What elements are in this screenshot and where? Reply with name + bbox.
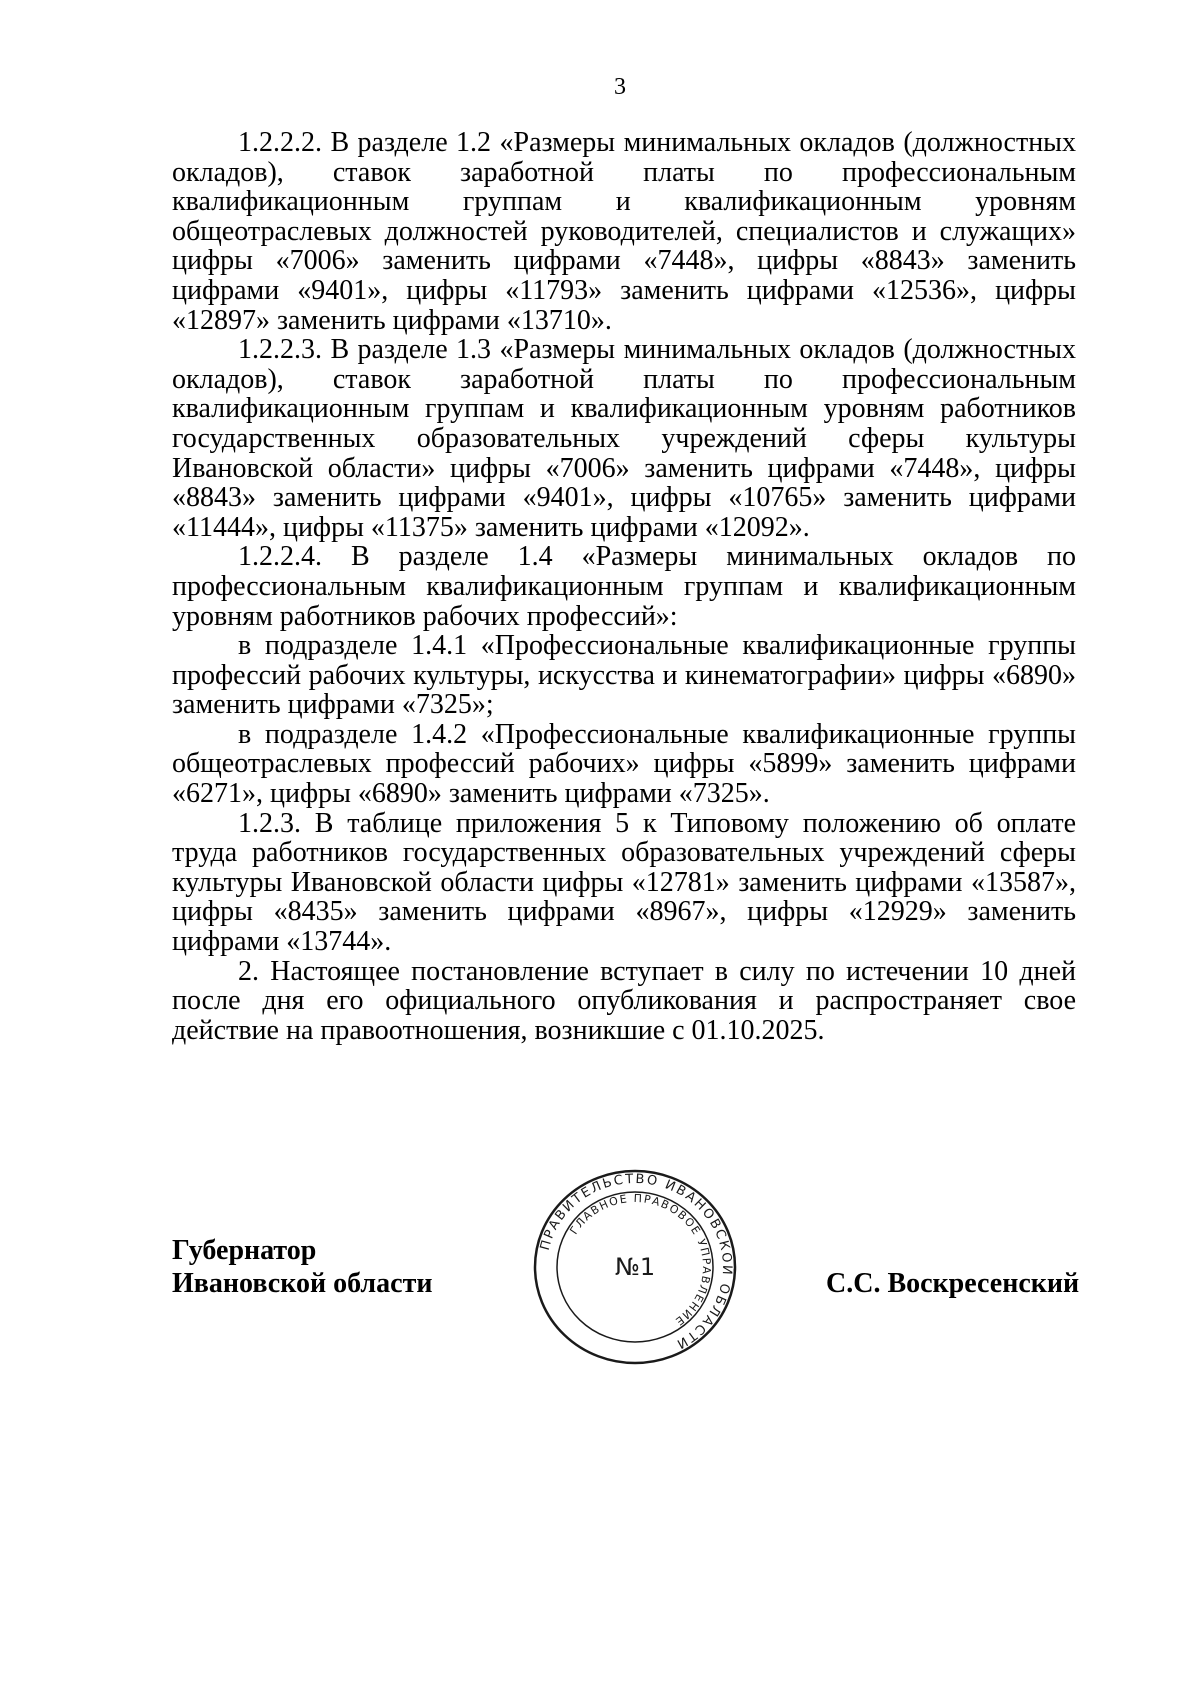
stamp-inner-text: ГЛАВНОЕ ПРАВОВОЕ УПРАВЛЕНИЕ — [567, 1191, 714, 1329]
paragraph-subsection-1-4-1: в подразделе 1.4.1 «Профессиональные квалификационные группы профессий рабочих культуры, искусства и кинематографии» цифры «6890» заменить цифрами «7325»; — [172, 630, 1076, 721]
official-stamp — [530, 1165, 740, 1370]
page-number: 3 — [614, 74, 626, 100]
stamp-outer-text: ПРАВИТЕЛЬСТВО ИВАНОВСКОЙ ОБЛАСТИ — [537, 1171, 735, 1352]
document-body — [172, 128, 1076, 1045]
stamp-number: №1 — [614, 1253, 656, 1281]
signatory-name: С.С. Воскресенский — [826, 1268, 1080, 1299]
paragraph-2-effective-date: 2. Настоящее постановление вступает в силу по истечении 10 дней после дня его официального опубликования и распространяет свое действие на правоотношения, возникшие с 01.10.2025. — [172, 955, 1076, 1046]
signatory-region: Ивановской области — [172, 1268, 433, 1299]
paragraph-1-2-2-2: 1.2.2.2. В разделе 1.2 «Размеры минимальных окладов (должностных окладов), ставок заработной платы по профессиональным квалификационным группам и квалификационным уровням общеотраслевых должностей руководителей, специалистов и служащих» цифры «7006» заменить цифрами «7448», цифры «8843» заменить цифрами «9401», цифры «11793» заменить цифрами «12536», цифры «12897» заменить цифрами «13710». — [172, 127, 1076, 336]
paragraph-subsection-1-4-2: в подразделе 1.4.2 «Профессиональные квалификационные группы общеотраслевых профессий рабочих» цифры «5899» заменить цифрами «6271», цифры «6890» заменить цифрами «7325». — [172, 718, 1076, 810]
signatory-position — [172, 1234, 432, 1300]
signatory-title: Губернатор — [172, 1235, 317, 1266]
paragraph-1-2-3: 1.2.3. В таблице приложения 5 к Типовому положению об оплате труда работников государственных образовательных учреждений сферы культуры Ивановской области цифры «12781» заменить цифрами «13587», цифры «8435» заменить цифрами «8967», цифры «12929» заменить цифрами «13744». — [172, 807, 1076, 958]
paragraph-1-2-2-3: 1.2.2.3. В разделе 1.3 «Размеры минимальных окладов (должностных окладов), ставок заработной платы по профессиональным квалификационным группам и квалификационным уровням работников государственных образовательных учреждений сферы культуры Ивановской области» цифры «7006» заменить цифрами «7448», цифры «8843» заменить цифрами «9401», цифры «10765» заменить цифрами «11444», цифры «11375» заменить цифрами «12092». — [172, 334, 1076, 543]
paragraph-1-2-2-4: 1.2.2.4. В разделе 1.4 «Размеры минимальных окладов по профессиональным квалификационным группам и квалификационным уровням работников рабочих профессий»: — [172, 541, 1076, 632]
